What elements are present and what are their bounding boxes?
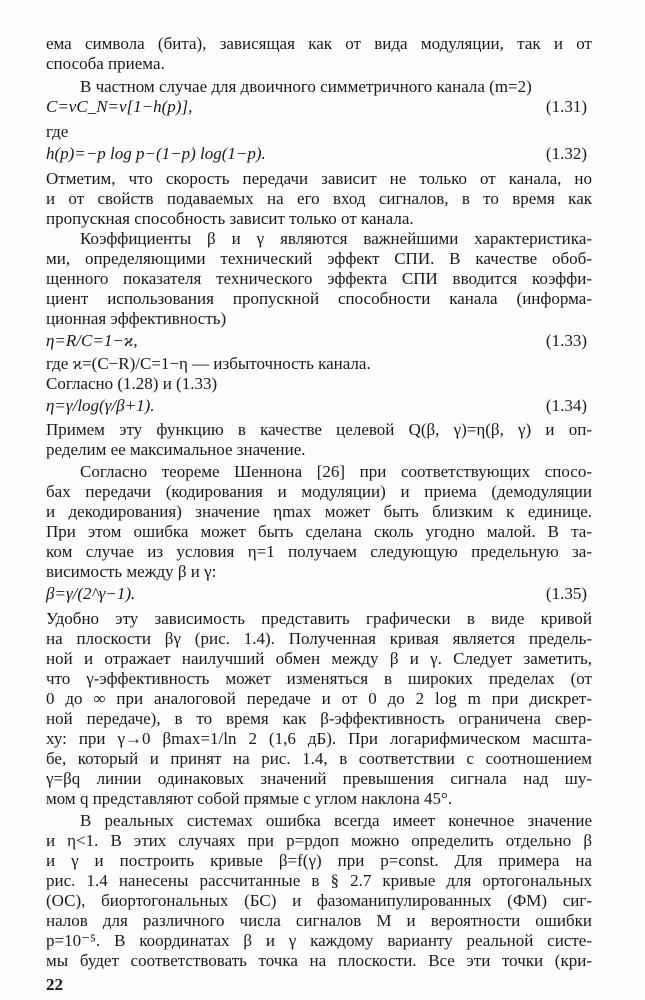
formula-1-32: h(p)=−p log p−(1−p) log(1−p). <box>46 144 266 163</box>
text-line: висимость между β и γ: <box>46 562 217 581</box>
text-line: ределим ее максимальное значение. <box>46 440 306 459</box>
page-number: 22 <box>46 975 63 994</box>
text-line: Согласно (1.28) и (1.33) <box>46 374 218 393</box>
text-line: В реальных системах ошибка всегда имеет конечное значение <box>80 811 592 830</box>
text-line: пропускная способность зависит только от канала. <box>46 209 414 228</box>
text-line: Коэффициенты β и γ являются важнейшими характеристика- <box>80 229 592 248</box>
text-line: где ϰ=(C−R)/C=1−η — избыточность канала. <box>46 354 371 373</box>
text-line: и декодирования) значение ηmax может быть близким к единице. <box>46 502 592 521</box>
text-line: способа приема. <box>46 54 165 73</box>
text-line: ной передаче), в то время как β-эффективность ограничена свер- <box>46 709 592 728</box>
formula-1-34: η=γ/log(γ/β+1). <box>46 396 155 415</box>
text-line: где <box>46 122 69 141</box>
text-line: что γ-эффективность может изменяться в широких пределах (от <box>46 669 592 688</box>
equation-number: (1.32) <box>545 144 587 163</box>
text-line: ком случае из условия η=1 получаем следующую предельную за- <box>46 542 592 561</box>
text-line: щенного показателя технического эффекта СПИ вводится коэффи- <box>46 269 592 288</box>
text-line: Согласно теореме Шеннона [26] при соответствующих спосо- <box>80 462 592 481</box>
text-line: Удобно эту зависимость представить графически в виде кривой <box>46 609 592 628</box>
text-line: p=10⁻⁵. В координатах β и γ каждому варианту реальной систе- <box>46 931 592 950</box>
text-line: Примем эту функцию в качестве целевой Q(β, γ)=η(β, γ) и оп- <box>46 420 592 439</box>
text-line: 0 до ∞ при аналоговой передаче и от 0 до 2 log m при дискрет- <box>46 689 592 708</box>
text-line: и от свойств подаваемых на его вход сигналов, в то время как <box>46 189 592 208</box>
text-line: циент использования пропускной способности канала (информа- <box>46 289 592 308</box>
text-line: бах передачи (кодирования и модуляции) и приема (демодуляции <box>46 482 592 501</box>
text-line: Отметим, что скорость передачи зависит не только от канала, но <box>46 169 592 188</box>
equation-number: (1.35) <box>545 584 587 603</box>
formula-1-31: C=vC_N=v[1−h(p)], <box>46 97 193 116</box>
text-line: мы будет соответствовать точка на плоскости. Все эти точки (кри- <box>46 951 592 970</box>
text-line: рис. 1.4 нанесены рассчитанные в § 2.7 кривые для ортогональных <box>46 871 592 890</box>
equation-number: (1.31) <box>545 97 587 116</box>
text-line: налов для различного числа сигналов M и вероятности ошибки <box>46 911 592 930</box>
formula-1-33: η=R/C=1−ϰ, <box>46 331 138 350</box>
text-line: на плоскости βγ (рис. 1.4). Полученная кривая является предель- <box>46 629 592 648</box>
text-line: (ОС), биортогональных (БС) и фазоманипулированных (ФМ) сиг- <box>46 891 592 910</box>
text-line: ми, определяющими технический эффект СПИ. В качестве обоб- <box>46 249 592 268</box>
text-line: и γ и построить кривые β=f(γ) при p=const. Для примера на <box>46 851 592 870</box>
text-line: ема символа (бита), зависящая как от вида модуляции, так и от <box>46 34 592 53</box>
text-line: и η<1. В этих случаях при p=pдоп можно определить отдельно β <box>46 831 592 850</box>
text-line: бе, который и принят на рис. 1.4, в соответствии с соотношением <box>46 749 592 768</box>
text-line: ху: при γ→0 βmax=1/ln 2 (1,6 дБ). При логарифмическом масшта- <box>46 729 592 748</box>
formula-1-35: β=γ/(2^γ−1). <box>46 584 136 603</box>
text-line: ной и отражает наилучший обмен между β и γ. Следует заметить, <box>46 649 592 668</box>
text-line: мом q представляют собой прямые с углом наклона 45°. <box>46 789 453 808</box>
equation-number: (1.33) <box>545 331 587 350</box>
text-line: ционная эффективность) <box>46 309 227 328</box>
equation-number: (1.34) <box>545 396 587 415</box>
text-line: При этом ошибка может быть сделана сколь угодно малой. В та- <box>46 522 592 541</box>
text-line: γ=βq линии одинаковых значений превышения сигнала над шу- <box>46 769 592 788</box>
text-line: В частном случае для двоичного симметричного канала (m=2) <box>80 77 532 96</box>
